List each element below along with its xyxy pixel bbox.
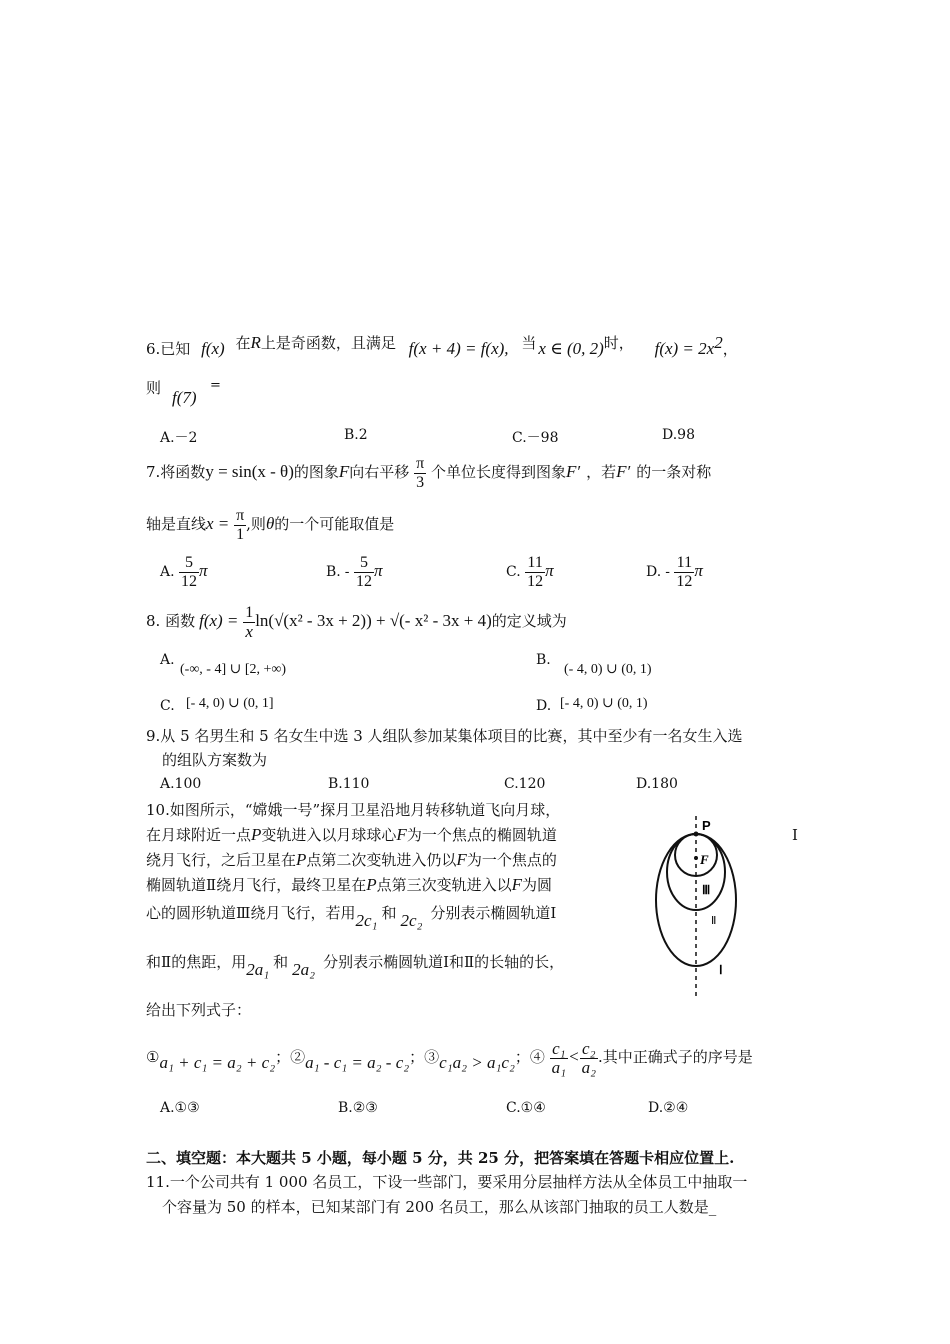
q8-fx: f(x) = [199,611,239,630]
q9-option-b: B.110 [328,776,370,792]
q10-f3-mark: ；③ [409,1048,440,1066]
q10-l4-P: P [366,875,377,894]
q10-l2-c: 为一个焦点的椭圆轨道 [406,826,557,844]
q6-option-a: A.－2 [160,430,198,446]
q10-l4-b: 点第三次变轨进入以 [376,876,512,894]
q6-R: R [250,333,261,352]
fig-label-iii: Ⅲ [702,883,711,897]
q8-frac [243,604,255,641]
q10-roman-one: Ⅰ [792,826,798,844]
q8-opt-a-label: A. [160,652,175,668]
q7-option-d [646,552,703,591]
q7-opt-b-num: 5 [354,554,374,573]
q6-text-a: 在 [235,334,251,352]
q8-opt-b-label: B. [536,652,551,668]
q6-text-b: 上是奇函数，且满足 [260,334,396,352]
q10-line7: 给出下列式子： [146,1001,252,1019]
q6-option-d: D.98 [662,427,695,443]
q7-opt-d-den: 12 [676,572,693,590]
q10-f4-mark: ；④ [514,1048,545,1066]
q7-option-b [326,552,382,591]
q8-opt-a-value: (-∞, - 4] ∪ [2, +∞) [180,662,287,677]
q7-opt-a-label: A. [160,564,175,580]
q6-eq-row [210,376,221,396]
q10-line4 [146,875,552,895]
q6-eqsign: = [210,378,221,393]
q7-text-a: 的图象 [293,463,339,481]
q7-text-b: 向右平移 [349,463,410,481]
q7-axis-frac [234,507,246,544]
q7-opt-c-den: 12 [527,572,544,590]
q7-text-e: 的一条对称 [636,463,712,481]
q10-option-b: B.②③ [338,1100,378,1116]
q10-l5-a: 心的圆形轨道Ⅲ绕月飞行，若用 [146,904,356,922]
q10-option-a: A.①③ [160,1100,200,1116]
q10-option-d: D.②④ [648,1100,689,1116]
q6-line2 [146,378,161,398]
q6-line1 [146,333,738,359]
q10-l3-b: 点第二次变轨进入仍以 [306,851,457,869]
q7-axis-lhs: x = [206,514,230,533]
section2-heading: 二、填空题：本大题共 5 小题，每小题 5 分，共 25 分，把答案填在答题卡相应位置上. [146,1149,735,1167]
q7-option-a [160,552,208,591]
q11-line1: 11.一个公司共有 1 000 名员工，下设一些部门，要采用分层抽样方法从全体员工中抽取一 [146,1173,748,1191]
q7-opt-a-den: 12 [181,572,198,590]
q10-f3: c₁a₂ > a₁c₂ [439,1053,515,1072]
q10-f4-frac2 [580,1040,598,1077]
q8-frac-den: x [245,621,253,641]
q6-option-c: C.－98 [512,430,559,446]
q7-shift-frac [414,455,426,492]
q10-f4-den2: a₂ [581,1057,596,1077]
q8-ln-part: ln(√(x² - 3x + 2)) + √(- x² - 3x + 4) [255,611,492,630]
q10-l4-a: 椭圆轨道Ⅱ绕月飞行，最终卫星在 [146,876,367,894]
fig-label-ii: Ⅱ [711,915,717,927]
q10-l2-P: P [251,825,262,844]
q10-a2: 2a₂ [292,960,316,979]
q8-opt-c-value: [- 4, 0) ∪ (0, 1] [186,696,274,711]
q7-opt-c-num: 11 [525,554,545,573]
q10-l6-c: 分别表示椭圆轨道Ⅰ和Ⅱ的长轴的长， [323,953,565,971]
focus-f [694,856,698,860]
q10-option-c: C.①④ [506,1100,546,1116]
q10-l2-b: 变轨进入以月球球心 [261,826,397,844]
q7-opt-a-num: 5 [179,554,199,573]
q9-option-d: D.180 [636,776,678,792]
q10-line6 [146,952,565,979]
q7-opt-b-frac [354,554,374,591]
q7-opt-c-label: C. [506,564,521,580]
q10-l2-a: 在月球附近一点 [146,826,252,844]
q10-c1: 2c₁ [355,911,378,930]
q10-l4-F: F [511,875,522,894]
q7-opt-d-num: 11 [674,554,694,573]
q10-line1: 10.如图所示，“嫦娥一号”探月卫星沿地月转移轨道飞向月球， [146,801,561,819]
fig-label-f: F [700,852,709,867]
point-p [694,832,699,837]
q10-l4-c: 为圆 [522,876,553,894]
q7-Fp2: F′ [616,462,631,481]
q8-opt-b-value: (- 4, 0) ∪ (0, 1) [564,662,652,677]
q7-text-c: 个单位长度得到图象 [430,463,566,481]
q11-line2: 个容量为 50 的样本，已知某部门有 200 名员工，那么从该部门抽取的员工人数是_ [162,1198,717,1216]
q10-f4-lt: < [568,1047,580,1066]
q7-opt-a-frac [179,554,199,591]
q9-line2: 的组队方案数为 [162,751,268,769]
q7-opt-d-frac [674,554,694,591]
fig-label-p: P [702,818,711,833]
fig-label-i: Ⅰ [719,963,723,977]
q10-f4-den1: a₁ [551,1057,567,1077]
q7-line1 [146,453,711,492]
q7-opt-d-sign: - [665,564,670,580]
q7-opt-b-label: B. [326,564,341,580]
q7-axis-num: π [236,506,245,524]
q6-f7-row [172,388,197,408]
q7-theta: θ [265,514,275,533]
q10-l3-F: F [456,850,467,869]
q6-then: 则 [146,379,162,397]
q8-opt-c-label: C. [160,698,175,714]
q7-opt-b-pi: π [373,561,383,580]
q6-eq2: f(x) = 2x [654,339,715,358]
q6-text-c: 当 [521,334,537,352]
q10-tail: .其中正确式子的序号是 [598,1048,753,1066]
q7-opt-b-sign: - [344,564,350,580]
q10-l3-c: 为一个焦点的 [466,851,557,869]
q10-formulas [146,1038,753,1077]
q7-shift-num: π [416,454,425,472]
q8-line1 [146,602,567,641]
q10-l2-F: F [396,825,407,844]
q8-suffix: 的定义域为 [491,612,567,630]
q7-opt-b-den: 12 [355,572,372,590]
q8-prefix: 8. 函数 [146,612,196,630]
q7-shift-den: 3 [416,473,425,491]
q10-l6-b: 和 [273,953,289,971]
q7-Fp: F′ [565,462,581,481]
q10-f4-num1: c₁ [550,1040,568,1059]
q7-opt-a-pi: π [199,561,208,580]
q10-f1: a₁ + c₁ = a₂ + c₂ [159,1053,276,1072]
q8-frac-num: 1 [245,603,254,621]
q7-opt-c-frac [525,554,545,591]
q10-l3-P: P [296,850,307,869]
q7-text-d: ，若 [586,463,617,481]
orbit-diagram [648,808,748,998]
q6-comma: ， [722,340,738,358]
q7-text-f: ,则 [246,515,266,533]
q10-line3 [146,850,557,870]
q9-line1: 9.从 5 名男生和 5 名女生中选 3 人组队参加某集体项目的比赛，其中至少有一名女生入选 [146,727,743,745]
q10-f4-num2: c₂ [580,1040,598,1059]
q10-a1: 2a₁ [246,960,270,979]
q6-text-d: 时， [603,334,634,352]
q10-line5 [146,903,557,930]
q10-f2: a₁ - c₁ = a₂ - c₂ [305,1053,410,1072]
q10-c2: 2c₂ [400,911,423,930]
q7-line2-prefix: 轴是直线 [146,515,207,533]
q6-cond: x ∈ (0, 2) [538,339,604,358]
q10-f1-mark: ① [146,1048,160,1066]
q7-func: y = sin(x - θ) [205,462,294,481]
q9-option-c: C.120 [504,776,546,792]
q7-opt-d-label: D. [646,564,662,580]
q10-f2-mark: ；② [275,1048,306,1066]
q8-opt-d-label: D. [536,698,552,714]
q10-f4-frac1 [550,1040,568,1077]
q10-l3-a: 绕月飞行，之后卫星在 [146,851,297,869]
q7-option-c [506,552,554,591]
q7-text-g: 的一个可能取值是 [274,515,395,533]
q6-fx: f(x) [201,339,225,358]
q9-option-a: A.100 [160,776,202,792]
q6-f7: f(7) [172,388,197,407]
q6-eq1: f(x + 4) = f(x), [408,339,509,358]
q7-axis-den: 1 [236,525,245,543]
q6-prefix: 6.已知 [146,340,191,358]
q10-l6-a: 和Ⅱ的焦距，用 [146,953,247,971]
q7-F: F [338,462,350,481]
q8-opt-d-value: [- 4, 0) ∪ (0, 1) [560,696,648,711]
q7-prefix: 7.将函数 [146,463,206,481]
q6-option-b: B.2 [344,427,368,443]
q7-line2 [146,505,394,544]
q6-eq2-exp: 2 [714,333,723,352]
q10-l5-b: 和 [381,904,397,922]
q10-l5-c: 分别表示椭圆轨道Ⅰ [430,904,557,922]
q7-opt-d-pi: π [694,561,703,580]
q10-line2 [146,825,557,845]
q7-opt-c-pi: π [545,561,554,580]
